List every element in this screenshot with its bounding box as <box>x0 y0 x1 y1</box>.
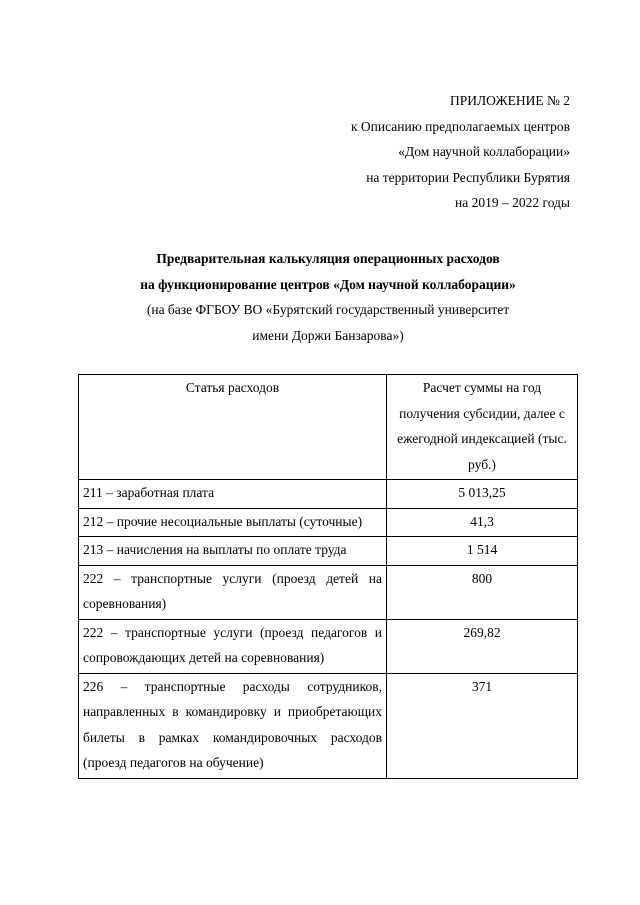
appendix-header <box>351 88 570 216</box>
expense-amount: 41,3 <box>387 508 578 537</box>
expense-amount: 800 <box>387 565 578 619</box>
table-row <box>79 673 578 778</box>
expense-amount: 371 <box>387 673 578 778</box>
document-title <box>78 246 578 348</box>
appendix-line: к Описанию предполагаемых центров <box>350 118 570 134</box>
expense-item: 222 – транспортные услуги (проезд детей на соревнования) <box>79 565 387 619</box>
expense-amount: 269,82 <box>387 619 578 673</box>
subtitle-line: (на базе ФГБОУ ВО «Бурятский государственный университет <box>146 302 510 317</box>
title-line: на функционирование центров «Дом научной коллаборации» <box>140 276 516 292</box>
table-row <box>79 508 578 537</box>
expense-item: 226 – транспортные расходы сотрудников, направленных в командировку и приобретающих билеты в рамках командировочных расходов (проезд педагогов на обучение) <box>79 673 387 778</box>
appendix-line: «Дом научной коллаборации» <box>398 144 570 159</box>
column-header-expense-item: Статья расходов <box>79 375 387 480</box>
table-row <box>79 619 578 673</box>
cost-table <box>78 374 578 779</box>
expense-item: 222 – транспортные услуги (проезд педагогов и сопровождающих детей на соревнования) <box>79 619 387 673</box>
appendix-line: на территории Республики Бурятия <box>366 169 570 185</box>
appendix-number: ПРИЛОЖЕНИЕ № 2 <box>449 93 570 108</box>
table-row <box>79 480 578 509</box>
title-line: Предварительная калькуляция операционных расходов <box>156 251 500 266</box>
expense-amount: 1 514 <box>387 537 578 566</box>
table-row <box>79 565 578 619</box>
table-row <box>79 537 578 566</box>
table-header-row <box>79 375 578 480</box>
expense-amount: 5 013,25 <box>387 480 578 509</box>
subtitle-line: имени Доржи Банзарова») <box>252 327 404 343</box>
expense-item: 211 – заработная плата <box>79 480 387 509</box>
appendix-line: на 2019 – 2022 годы <box>455 195 570 210</box>
column-header-amount: Расчет суммы на год получения субсидии, далее с ежегодной индексацией (тыс. руб.) <box>387 375 578 480</box>
expense-item: 212 – прочие несоциальные выплаты (суточные) <box>79 508 387 537</box>
expense-item: 213 – начисления на выплаты по оплате труда <box>79 537 387 566</box>
